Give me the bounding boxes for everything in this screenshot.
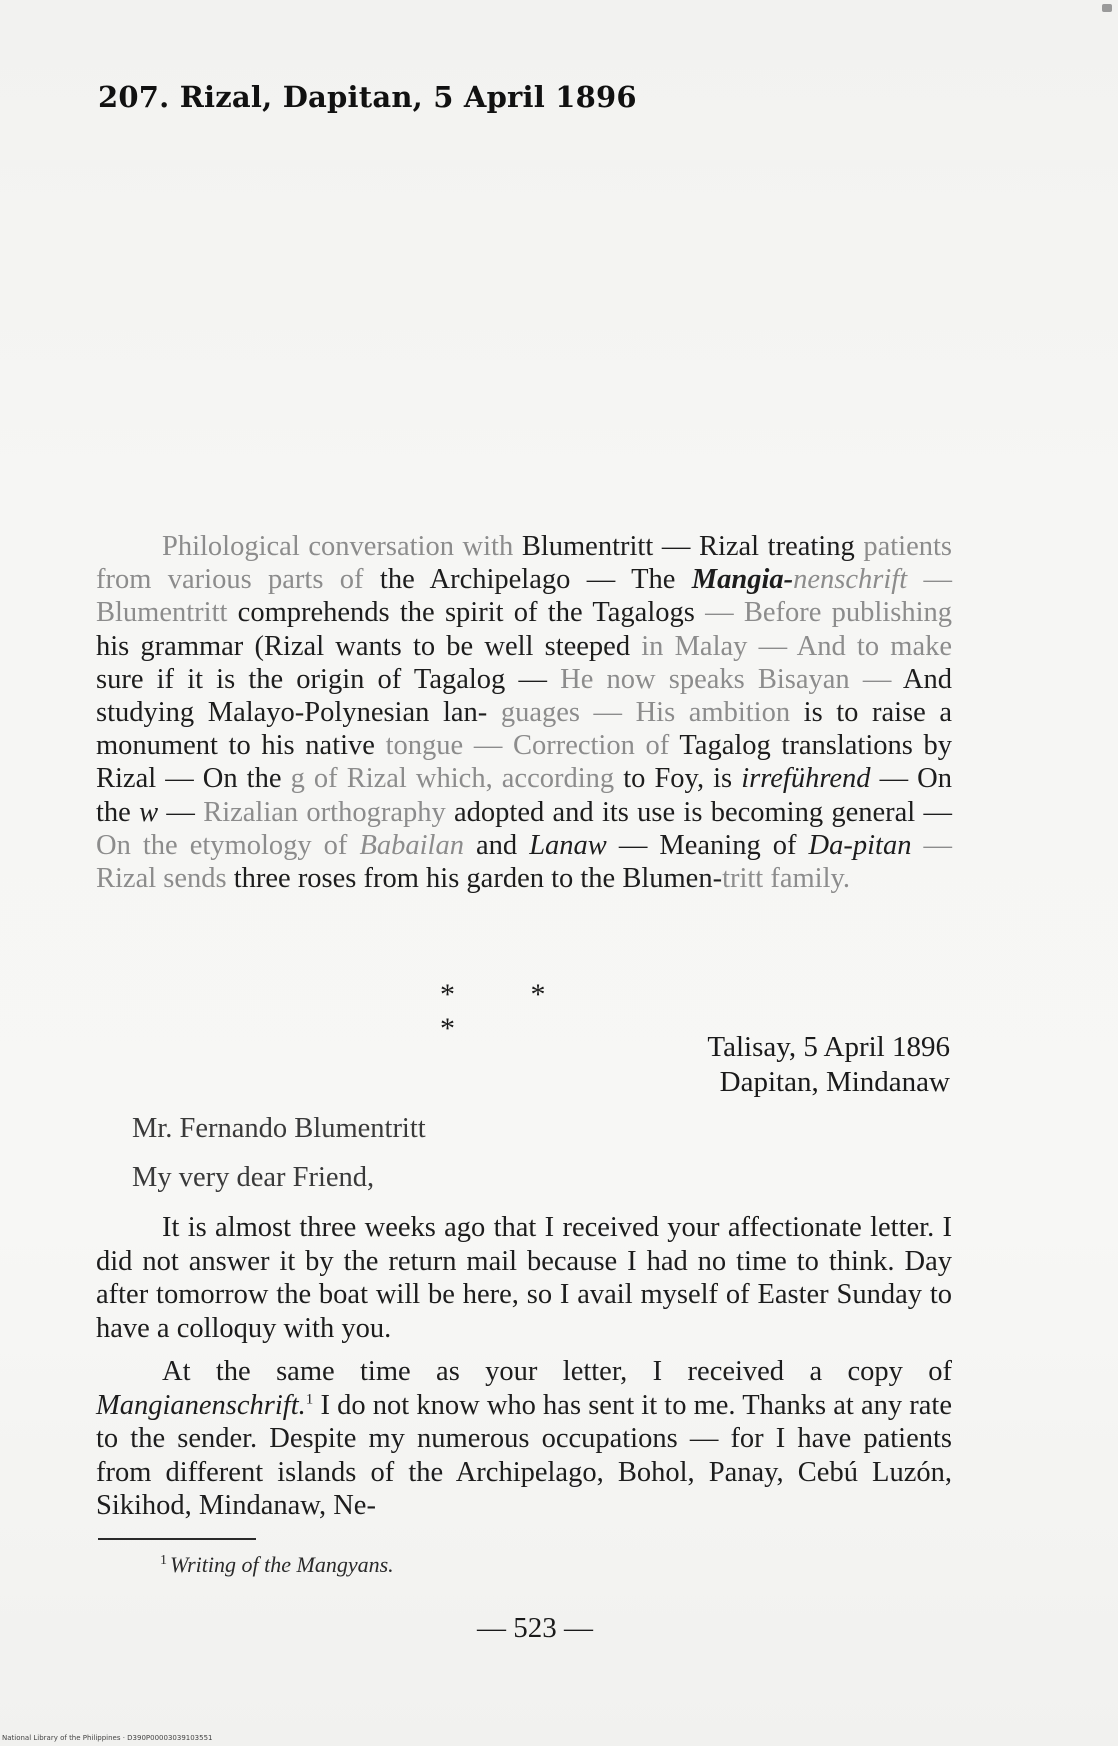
summary-fragment: three roses from his garden to the Blumen- xyxy=(233,863,723,895)
summary-fragment: On the etymology of xyxy=(96,829,360,861)
summary-fragment: Tagalog translations by Rizal — On the xyxy=(96,730,952,795)
summary-fragment: is to raise a monument to his native xyxy=(96,697,952,762)
paragraph-text: At the same time as your letter, I received a copy of xyxy=(162,1356,952,1387)
summary-fragment: — Blumentritt xyxy=(96,564,952,629)
summary-fragment: and xyxy=(463,829,530,861)
footnote-text: Writing of the Mangyans. xyxy=(170,1552,394,1577)
publication-title: Mangianenschrift. xyxy=(96,1389,306,1421)
dateline-place-date: Talisay, 5 April 1896 xyxy=(707,1031,950,1063)
summary-fragment: And studying Malayo-Polynesian lan- xyxy=(96,663,952,729)
summary-fragment: Da-pitan xyxy=(808,829,912,861)
library-stamp: National Library of the Philippines · D390P00003039103551 xyxy=(2,1734,213,1742)
salutation: My very dear Friend, xyxy=(132,1162,375,1193)
dateline xyxy=(707,1030,950,1100)
summary-fragment: He now speaks Bisayan — xyxy=(560,663,903,695)
summary-fragment: Lanaw xyxy=(529,829,607,861)
summary-fragment: Philological conversation with xyxy=(162,531,522,562)
section-separator: * * * xyxy=(440,978,580,1045)
summary-fragment: tritt family. xyxy=(722,863,851,895)
footnote xyxy=(160,1552,394,1578)
summary-fragment: — xyxy=(158,796,204,828)
summary-fragment: to Foy, is xyxy=(623,763,742,795)
summary-fragment: irreführend xyxy=(741,763,871,795)
summary-fragment: Babailan xyxy=(359,829,464,861)
summary-fragment: sure if it is the origin of Tagalog — xyxy=(96,663,561,695)
summary-fragment: — Before publishing xyxy=(705,597,952,629)
summary-fragment: tongue — Correction of xyxy=(385,730,680,762)
summary-fragment: in Malay — And to make xyxy=(641,630,952,662)
summary-fragment: — Rizal sends xyxy=(96,829,953,895)
footnote-reference: 1 xyxy=(305,1391,314,1407)
summary-fragment: Blumentritt — Rizal treating xyxy=(521,531,864,562)
summary-fragment: g of Rizal which, according xyxy=(290,763,624,795)
body-paragraph-1: It is almost three weeks ago that I received your affectionate letter. I did not answer it by the return mail because I had no time to think. Day after tomorrow the boat will be here, so I avail myself of Easter Sunday to have a colloquy with you. xyxy=(96,1212,952,1344)
summary-fragment: guages — His ambition xyxy=(500,697,804,729)
summary-fragment: nenschrift xyxy=(793,564,908,596)
paragraph-text: I do not know who has sent it to me. Thanks at any rate to the sender. Despite my numerous occupations — for I have patients from different islands of the Archipelago, Bohol, Panay, Cebú Luzón, Sikihod, Mindanaw, Ne- xyxy=(96,1389,952,1521)
body-paragraph-2 xyxy=(96,1355,952,1523)
summary-fragment: w xyxy=(139,796,159,828)
summary-fragment: Rizalian orthography xyxy=(203,796,455,828)
summary-fragment: comprehends the spirit of the Tagalogs xyxy=(237,597,706,629)
letter-summary xyxy=(96,530,952,895)
summary-fragment: — On the xyxy=(96,763,952,828)
footnote-mark: 1 xyxy=(160,1552,167,1568)
summary-fragment: patients from various parts of xyxy=(96,531,952,596)
letter-heading: 207. Rizal, Dapitan, 5 April 1896 xyxy=(98,80,637,114)
summary-fragment: Mangia- xyxy=(691,564,794,596)
page-number: — 523 — xyxy=(477,1612,593,1644)
addressee: Mr. Fernando Blumentritt xyxy=(132,1113,426,1144)
summary-fragment: — Meaning of xyxy=(606,829,809,861)
scan-speck xyxy=(1102,4,1112,12)
footnote-divider xyxy=(98,1538,256,1540)
summary-fragment: his grammar (Rizal wants to be well steeped xyxy=(96,630,642,662)
dateline-location: Dapitan, Mindanaw xyxy=(719,1066,950,1098)
summary-fragment: the Archipelago — The xyxy=(379,564,692,596)
summary-fragment: adopted and its use is becoming general — xyxy=(454,796,953,828)
